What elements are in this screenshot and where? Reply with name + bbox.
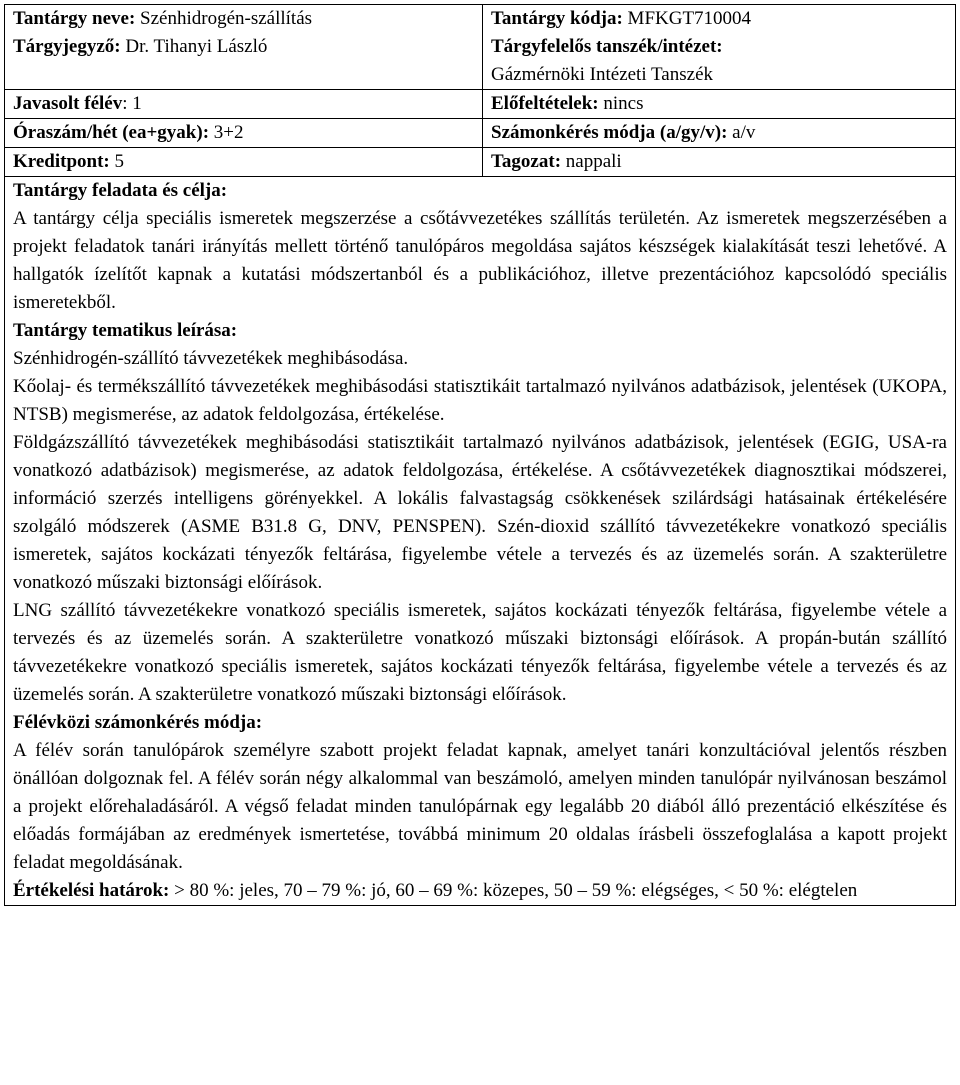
course-name-label: Tantárgy neve: [13,8,136,29]
course-code-dept-cell [483,5,956,90]
assessment-heading: Félévközi számonkérés módja: [13,712,263,733]
prereq-value: nincs [603,93,644,114]
exam-cell [483,119,956,148]
course-lead-value: Dr. Tihanyi László [125,36,268,57]
hours-cell [5,119,483,148]
topics-paragraph: Szénhidrogén-szállító távvezetékek meghibásodása. [13,348,409,369]
mode-label: Tagozat: [491,151,562,172]
course-sheet [4,4,956,906]
grading-row [13,877,947,905]
topics-paragraph: LNG szállító távvezetékekre vonatkozó speciális ismeretek, sajátos kockázati tényezők feltárása, figyelembe vétele a tervezés és az üzemelés során. A szakterületre vonatkozó műszaki biztonsági előírások. A propán-bután szállító távvezetékekre vonatkozó speciális ismeretek, sajátos kockázati tényezők feltárása, figyelembe vétele a tervezés és az üzemelés során. A szakterületre vonatkozó műszaki biztonsági előírások. [13,600,947,705]
semester-value: : 1 [122,93,142,114]
topics-heading: Tantárgy tematikus leírása: [13,320,238,341]
topics-paragraph: Kőolaj- és termékszállító távvezetékek meghibásodási statisztikáit tartalmazó nyilvános adatbázisok, jelentések (UKOPA, NTSB) megismerése, az adatok feldolgozása, értékelése. [13,376,947,425]
hours-value: 3+2 [213,122,244,143]
assessment-text: A félév során tanulópárok személyre szabott projekt feladat kapnak, amelyet tanári konzultációval jelentős részben önállóan dolgoznak fel. A félév során négy alkalommal van beszámoló, amelyen minden tanulópár nyilvánosan beszámol a projekt előrehaladásáról. A végső feladat minden tanulópárnak egy legalább 20 diából álló prezentáció elkészítése és előadás formájában az eredmények ismertetése, továbbá minimum 20 oldalas írásbeli összefoglalása a kapott projekt feladat megoldásának. [13,740,947,873]
semester-cell [5,90,483,119]
course-dept-value: Gázmérnöki Intézeti Tanszék [491,64,713,85]
course-name-lead-cell [5,5,483,90]
course-name-row [13,5,474,33]
prereq-label: Előfeltételek: [491,93,599,114]
semester-label: Javasolt félév [13,93,123,114]
goal-heading: Tantárgy feladata és célja: [13,180,228,201]
course-dept-row [491,33,947,61]
topics-paragraph: Földgázszállító távvezetékek meghibásodási statisztikáit tartalmazó nyilvános adatbázisok, jelentések (EGIG, USA-ra vonatkozó adatbázisok) megismerése, az adatok feldolgozása, értékelése. A csőtávvezetékek diagnosztikai módszerei, információ szerzés intelligens görényekkel. A lokális falvastagság csökkenések szilárdsági hatásainak értékelésére szolgáló módszerek (ASME B31.8 G, DNV, PENSPEN). Szén-dioxid szállító távvezetékekre vonatkozó speciális ismeretek, sajátos kockázati tényezők feltárása, figyelembe vétele a tervezés és az üzemelés során. A szakterületre vonatkozó műszaki biztonsági előírások. [13,432,947,593]
course-code-label: Tantárgy kódja: [491,8,623,29]
course-description-cell [5,177,956,906]
exam-label: Számonkérés módja (a/gy/v): [491,122,728,143]
goal-text: A tantárgy célja speciális ismeretek megszerzése a csőtávvezetékes szállítás területén. Az ismeretek megszerzésében a projekt feladatok tanári irányítás mellett történő tanulópáros megoldása sajátos készségek kialakítását teszi lehetővé. A hallgatók ízelítőt kapnak a kutatási módszertanból és a publikációhoz, illetve prezentációhoz kapcsolódó speciális ismeretekből. [13,208,947,313]
prereq-cell [483,90,956,119]
course-lead-row [13,33,474,61]
mode-value: nappali [565,151,622,172]
hours-label: Óraszám/hét (ea+gyak): [13,122,210,143]
course-lead-label: Tárgyjegyző: [13,36,121,57]
grading-label: Értékelési határok: [13,880,170,901]
course-code-row [491,5,947,33]
credit-label: Kreditpont: [13,151,110,172]
course-code-value: MFKGT710004 [627,8,752,29]
grading-text: > 80 %: jeles, 70 – 79 %: jó, 60 – 69 %: közepes, 50 – 59 %: elégséges, < 50 %: elégtelen [174,880,858,901]
course-name-value: Szénhidrogén-szállítás [140,8,313,29]
credit-cell [5,148,483,177]
credit-value: 5 [114,151,125,172]
mode-cell [483,148,956,177]
exam-value: a/v [732,122,756,143]
course-dept-label: Tárgyfelelős tanszék/intézet: [491,36,723,57]
